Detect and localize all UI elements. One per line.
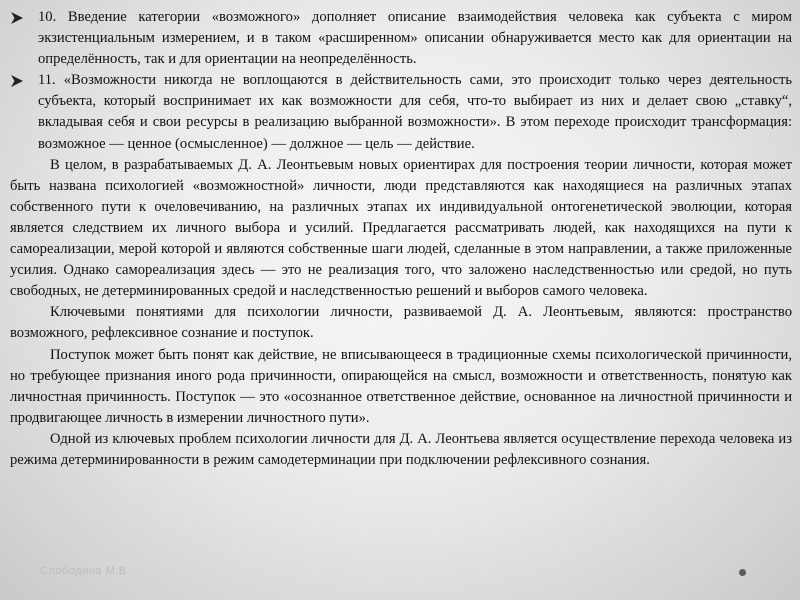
paragraph-key-concepts: Ключевыми понятиями для психологии личности, развиваемой Д. А. Леонтьевым, являются: пространство возможного, рефлексивное сознание и поступок.: [10, 304, 792, 342]
arrow-bullet-icon: [10, 74, 24, 88]
arrow-bullet-icon: [10, 11, 24, 25]
footer-author: Слободина М.В.: [40, 565, 131, 577]
bullet-item-11: [10, 70, 792, 154]
paragraph-action: Поступок может быть понят как действие, не вписывающееся в традиционные схемы психологической причинности, но требующее признания иного рода причинности, опирающейся на смысл, возможности и ответственность, понятую как личностная причинность. Поступок — это «осознанное ответственное действие, основанное на личностной причинности и продвигающее личность в измерении личностного пути».: [10, 346, 792, 426]
bullet-item-10: [10, 7, 792, 70]
bullet-text: 10. Введение категории «возможного» дополняет описание взаимодействия человека как субъекта с миром экзистенциальным измерением, и в таком «расширенном» описании обнаруживается место как для ориентации на определённость, так и для ориентации на неопределённость.: [38, 9, 792, 68]
paragraph-self-determination: Одной из ключевых проблем психологии личности для Д. А. Леонтьева является осуществление перехода человека из режима детерминированности в режим самодетерминации при подключении рефлексивного сознания.: [10, 430, 792, 468]
slide-dot-icon: [739, 569, 746, 576]
paragraph-leontiev-theory: В целом, в разрабатываемых Д. А. Леонтьевым новых ориентирах для построения теории личности, которая может быть названа психологией «возможностной» личности, люди представляются как находящиеся на различных этапах собственного пути к очеловечиванию, на различных этапах их индивидуальной онтогенетической эволюции, которая является следствием их личного выбора и усилий. Предлагается рассматривать людей, как находящихся на пути к самореализации, мерой которой и являются собственные шаги людей, сделанные в этом направлении, а также приложенные усилия. Однако самореализация здесь — это не реализация того, что заложено наследственностью или средой, но путь свободных, не детерминированных средой и наследственностью решений и выборов самого человека.: [10, 156, 792, 300]
bullet-text: 11. «Возможности никогда не воплощаются в действительность сами, это происходит только через деятельность субъекта, который воспринимает их как возможности для себя, что-то выбирает из них и делает свою „ставку“, вкладывая себя и свои ресурсы в реализацию выбранной возможности». В этом переходе происходит трансформация: возможное — ценное (осмысленное) — должное — цель — действие.: [38, 72, 792, 152]
slide-content: [10, 7, 792, 471]
